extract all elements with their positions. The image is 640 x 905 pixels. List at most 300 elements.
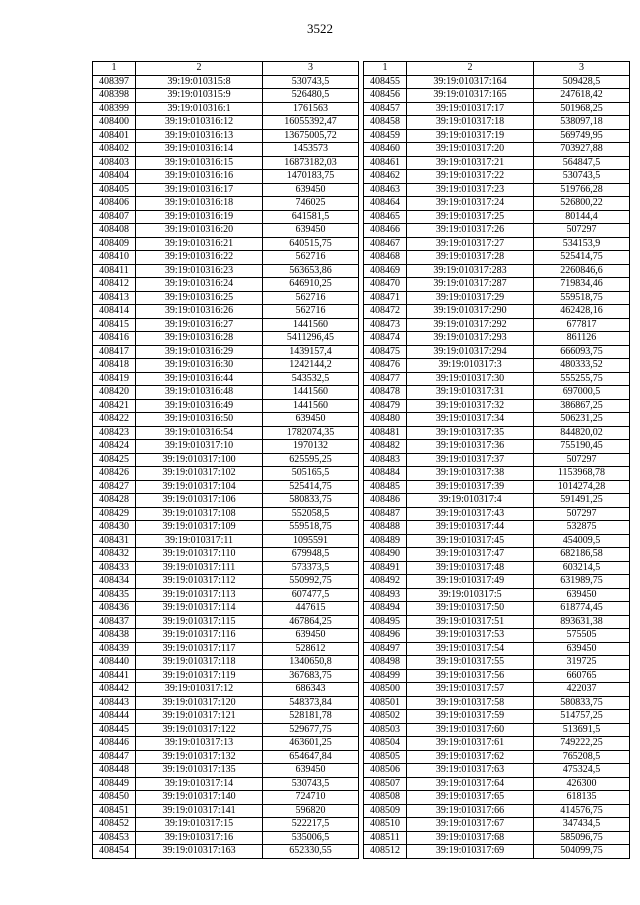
table-row: [364, 305, 630, 319]
table-row: [364, 170, 630, 184]
table-row: [364, 426, 630, 440]
table-row: [364, 804, 630, 818]
value-cell: 525414,75: [534, 251, 630, 265]
cadastral-number-cell: 39:19:010316:50: [136, 413, 263, 427]
cadastral-number-cell: 39:19:010317:163: [136, 845, 263, 859]
record-number-cell: 408397: [93, 75, 136, 89]
cadastral-number-cell: 39:19:010317:26: [407, 224, 534, 238]
value-cell: 507297: [534, 453, 630, 467]
record-number-cell: 408463: [364, 183, 407, 197]
value-cell: 530743,5: [263, 75, 359, 89]
cadastral-number-cell: 39:19:010317:110: [136, 548, 263, 562]
value-cell: 677817: [534, 318, 630, 332]
cadastral-number-cell: 39:19:010317:53: [407, 629, 534, 643]
record-number-cell: 408422: [93, 413, 136, 427]
record-number-cell: 408454: [93, 845, 136, 859]
table-row: [93, 210, 359, 224]
cadastral-number-cell: 39:19:010317:287: [407, 278, 534, 292]
value-cell: 844820,02: [534, 426, 630, 440]
record-number-cell: 408456: [364, 89, 407, 103]
record-number-cell: 408435: [93, 588, 136, 602]
table-row: [93, 548, 359, 562]
table-row: [93, 777, 359, 791]
value-cell: 1439157,4: [263, 345, 359, 359]
value-cell: 660765: [534, 669, 630, 683]
value-cell: 641581,5: [263, 210, 359, 224]
cadastral-number-cell: 39:19:010317:68: [407, 831, 534, 845]
header-row: [364, 62, 630, 76]
value-cell: 603214,5: [534, 561, 630, 575]
record-number-cell: 408476: [364, 359, 407, 373]
value-cell: 526800,22: [534, 197, 630, 211]
cadastral-number-cell: 39:19:010317:39: [407, 480, 534, 494]
record-number-cell: 408413: [93, 291, 136, 305]
record-number-cell: 408494: [364, 602, 407, 616]
value-cell: 765208,5: [534, 750, 630, 764]
value-cell: 513691,5: [534, 723, 630, 737]
record-number-cell: 408478: [364, 386, 407, 400]
cadastral-number-cell: 39:19:010317:283: [407, 264, 534, 278]
cadastral-number-cell: 39:19:010317:140: [136, 791, 263, 805]
value-cell: 414576,75: [534, 804, 630, 818]
record-number-cell: 408496: [364, 629, 407, 643]
table-row: [93, 291, 359, 305]
cadastral-number-cell: 39:19:010317:120: [136, 696, 263, 710]
table-row: [93, 318, 359, 332]
table-row: [364, 507, 630, 521]
value-cell: 514757,25: [534, 710, 630, 724]
column-header: 2: [407, 62, 534, 76]
value-cell: 13675005,72: [263, 129, 359, 143]
cadastral-number-cell: 39:19:010316:13: [136, 129, 263, 143]
cadastral-number-cell: 39:19:010317:35: [407, 426, 534, 440]
record-number-cell: 408509: [364, 804, 407, 818]
record-number-cell: 408500: [364, 683, 407, 697]
cadastral-number-cell: 39:19:010317:132: [136, 750, 263, 764]
value-cell: 697000,5: [534, 386, 630, 400]
table-row: [93, 224, 359, 238]
record-number-cell: 408412: [93, 278, 136, 292]
record-number-cell: 408465: [364, 210, 407, 224]
cadastral-number-cell: 39:19:010317:12: [136, 683, 263, 697]
cadastral-number-cell: 39:19:010317:102: [136, 467, 263, 481]
record-number-cell: 408474: [364, 332, 407, 346]
record-number-cell: 408503: [364, 723, 407, 737]
column-header: 3: [263, 62, 359, 76]
cadastral-number-cell: 39:19:010316:16: [136, 170, 263, 184]
cadastral-number-cell: 39:19:010317:60: [407, 723, 534, 737]
record-number-cell: 408449: [93, 777, 136, 791]
table-row: [93, 656, 359, 670]
cadastral-number-cell: 39:19:010317:47: [407, 548, 534, 562]
table-row: [93, 413, 359, 427]
record-number-cell: 408512: [364, 845, 407, 859]
record-number-cell: 408499: [364, 669, 407, 683]
value-cell: 573373,5: [263, 561, 359, 575]
cadastral-number-cell: 39:19:010317:29: [407, 291, 534, 305]
value-cell: 1782074,35: [263, 426, 359, 440]
table-row: [93, 426, 359, 440]
cadastral-number-cell: 39:19:010315:8: [136, 75, 263, 89]
cadastral-number-cell: 39:19:010317:61: [407, 737, 534, 751]
cadastral-number-cell: 39:19:010317:48: [407, 561, 534, 575]
value-cell: 501968,25: [534, 102, 630, 116]
table-row: [364, 156, 630, 170]
value-cell: 467864,25: [263, 615, 359, 629]
cadastral-number-cell: 39:19:010317:57: [407, 683, 534, 697]
table-row: [364, 534, 630, 548]
record-number-cell: 408469: [364, 264, 407, 278]
cadastral-number-cell: 39:19:010317:14: [136, 777, 263, 791]
value-cell: 507297: [534, 224, 630, 238]
record-number-cell: 408487: [364, 507, 407, 521]
table-row: [364, 278, 630, 292]
value-cell: 426300: [534, 777, 630, 791]
record-number-cell: 408444: [93, 710, 136, 724]
table-row: [364, 75, 630, 89]
value-cell: 529677,75: [263, 723, 359, 737]
value-cell: 755190,45: [534, 440, 630, 454]
cadastral-number-cell: 39:19:010316:44: [136, 372, 263, 386]
record-number-cell: 408419: [93, 372, 136, 386]
table-row: [93, 831, 359, 845]
table-row: [93, 642, 359, 656]
value-cell: 1970132: [263, 440, 359, 454]
cadastral-number-cell: 39:19:010317:15: [136, 818, 263, 832]
cadastral-number-cell: 39:19:010317:18: [407, 116, 534, 130]
value-cell: 1014274,28: [534, 480, 630, 494]
cadastral-number-cell: 39:19:010317:28: [407, 251, 534, 265]
table-row: [364, 602, 630, 616]
table-row: [93, 750, 359, 764]
record-number-cell: 408488: [364, 521, 407, 535]
record-number-cell: 408414: [93, 305, 136, 319]
left-table: [92, 61, 359, 859]
cadastral-number-cell: 39:19:010317:20: [407, 143, 534, 157]
value-cell: 555255,75: [534, 372, 630, 386]
cadastral-number-cell: 39:19:010317:112: [136, 575, 263, 589]
record-number-cell: 408453: [93, 831, 136, 845]
value-cell: 505165,5: [263, 467, 359, 481]
cadastral-number-cell: 39:19:010316:23: [136, 264, 263, 278]
table-row: [93, 305, 359, 319]
cadastral-number-cell: 39:19:010317:45: [407, 534, 534, 548]
cadastral-number-cell: 39:19:010317:19: [407, 129, 534, 143]
record-number-cell: 408504: [364, 737, 407, 751]
record-number-cell: 408468: [364, 251, 407, 265]
record-number-cell: 408475: [364, 345, 407, 359]
record-number-cell: 408440: [93, 656, 136, 670]
table-row: [364, 629, 630, 643]
value-cell: 550992,75: [263, 575, 359, 589]
record-number-cell: 408398: [93, 89, 136, 103]
record-number-cell: 408407: [93, 210, 136, 224]
table-row: [93, 575, 359, 589]
record-number-cell: 408411: [93, 264, 136, 278]
value-cell: 682186,58: [534, 548, 630, 562]
record-number-cell: 408438: [93, 629, 136, 643]
record-number-cell: 408439: [93, 642, 136, 656]
record-number-cell: 408416: [93, 332, 136, 346]
value-cell: 534153,9: [534, 237, 630, 251]
value-cell: 639450: [263, 629, 359, 643]
value-cell: 562716: [263, 291, 359, 305]
cadastral-number-cell: 39:19:010317:294: [407, 345, 534, 359]
table-row: [364, 332, 630, 346]
record-number-cell: 408495: [364, 615, 407, 629]
cadastral-number-cell: 39:19:010316:29: [136, 345, 263, 359]
record-number-cell: 408448: [93, 764, 136, 778]
value-cell: 1470183,75: [263, 170, 359, 184]
record-number-cell: 408427: [93, 480, 136, 494]
table-row: [93, 710, 359, 724]
record-number-cell: 408424: [93, 440, 136, 454]
record-number-cell: 408455: [364, 75, 407, 89]
record-number-cell: 408433: [93, 561, 136, 575]
value-cell: 480333,52: [534, 359, 630, 373]
table-row: [364, 372, 630, 386]
cadastral-number-cell: 39:19:010317:115: [136, 615, 263, 629]
cadastral-number-cell: 39:19:010316:24: [136, 278, 263, 292]
cadastral-number-cell: 39:19:010317:50: [407, 602, 534, 616]
value-cell: 525414,75: [263, 480, 359, 494]
record-number-cell: 408410: [93, 251, 136, 265]
value-cell: 719834,46: [534, 278, 630, 292]
cadastral-number-cell: 39:19:010316:12: [136, 116, 263, 130]
value-cell: 652330,55: [263, 845, 359, 859]
record-number-cell: 408511: [364, 831, 407, 845]
value-cell: 506231,25: [534, 413, 630, 427]
value-cell: 749222,25: [534, 737, 630, 751]
right-table-body: [364, 75, 630, 858]
value-cell: 639450: [263, 764, 359, 778]
value-cell: 591491,25: [534, 494, 630, 508]
table-row: [93, 143, 359, 157]
table-row: [93, 737, 359, 751]
table-row: [93, 791, 359, 805]
record-number-cell: 408497: [364, 642, 407, 656]
cadastral-number-cell: 39:19:010316:49: [136, 399, 263, 413]
table-row: [364, 588, 630, 602]
cadastral-number-cell: 39:19:010317:292: [407, 318, 534, 332]
value-cell: 563653,86: [263, 264, 359, 278]
value-cell: 526480,5: [263, 89, 359, 103]
table-row: [364, 561, 630, 575]
record-number-cell: 408507: [364, 777, 407, 791]
table-row: [364, 359, 630, 373]
table-row: [93, 669, 359, 683]
value-cell: 1153968,78: [534, 467, 630, 481]
table-row: [93, 480, 359, 494]
record-number-cell: 408473: [364, 318, 407, 332]
value-cell: 1453573: [263, 143, 359, 157]
value-cell: 535006,5: [263, 831, 359, 845]
value-cell: 618774,45: [534, 602, 630, 616]
table-row: [364, 710, 630, 724]
table-row: [93, 494, 359, 508]
cadastral-number-cell: 39:19:010317:108: [136, 507, 263, 521]
value-cell: 618135: [534, 791, 630, 805]
value-cell: 724710: [263, 791, 359, 805]
record-number-cell: 408405: [93, 183, 136, 197]
table-row: [93, 102, 359, 116]
table-row: [364, 453, 630, 467]
cadastral-number-cell: 39:19:010317:106: [136, 494, 263, 508]
record-number-cell: 408415: [93, 318, 136, 332]
table-row: [364, 615, 630, 629]
table-row: [364, 102, 630, 116]
table-row: [364, 116, 630, 130]
table-row: [93, 629, 359, 643]
cadastral-number-cell: 39:19:010317:13: [136, 737, 263, 751]
cadastral-number-cell: 39:19:010316:1: [136, 102, 263, 116]
table-row: [364, 210, 630, 224]
table-row: [364, 399, 630, 413]
value-cell: 569749,95: [534, 129, 630, 143]
record-number-cell: 408450: [93, 791, 136, 805]
cadastral-number-cell: 39:19:010316:30: [136, 359, 263, 373]
cadastral-number-cell: 39:19:010316:22: [136, 251, 263, 265]
value-cell: 1340650,8: [263, 656, 359, 670]
table-row: [364, 669, 630, 683]
value-cell: 2260846,6: [534, 264, 630, 278]
table-row: [364, 521, 630, 535]
record-number-cell: 408457: [364, 102, 407, 116]
table-row: [93, 116, 359, 130]
table-row: [364, 224, 630, 238]
value-cell: 548373,84: [263, 696, 359, 710]
cadastral-number-cell: 39:19:010317:51: [407, 615, 534, 629]
cadastral-number-cell: 39:19:010316:26: [136, 305, 263, 319]
cadastral-number-cell: 39:19:010315:9: [136, 89, 263, 103]
cadastral-number-cell: 39:19:010317:116: [136, 629, 263, 643]
cadastral-number-cell: 39:19:010317:65: [407, 791, 534, 805]
cadastral-number-cell: 39:19:010317:141: [136, 804, 263, 818]
cadastral-number-cell: 39:19:010317:54: [407, 642, 534, 656]
value-cell: 1441560: [263, 386, 359, 400]
table-row: [364, 548, 630, 562]
table-row: [364, 777, 630, 791]
table-row: [364, 197, 630, 211]
value-cell: 80144,4: [534, 210, 630, 224]
record-number-cell: 408442: [93, 683, 136, 697]
value-cell: 463601,25: [263, 737, 359, 751]
cadastral-number-cell: 39:19:010317:5: [407, 588, 534, 602]
record-number-cell: 408462: [364, 170, 407, 184]
table-row: [93, 372, 359, 386]
record-number-cell: 408470: [364, 278, 407, 292]
record-number-cell: 408402: [93, 143, 136, 157]
table-row: [93, 129, 359, 143]
table-row: [93, 723, 359, 737]
table-row: [93, 386, 359, 400]
record-number-cell: 408492: [364, 575, 407, 589]
value-cell: 646910,25: [263, 278, 359, 292]
value-cell: 666093,75: [534, 345, 630, 359]
value-cell: 347434,5: [534, 818, 630, 832]
table-row: [364, 683, 630, 697]
record-number-cell: 408421: [93, 399, 136, 413]
value-cell: 16055392,47: [263, 116, 359, 130]
cadastral-number-cell: 39:19:010316:28: [136, 332, 263, 346]
cadastral-number-cell: 39:19:010316:27: [136, 318, 263, 332]
cadastral-number-cell: 39:19:010317:27: [407, 237, 534, 251]
cadastral-number-cell: 39:19:010317:67: [407, 818, 534, 832]
value-cell: 475324,5: [534, 764, 630, 778]
table-row: [93, 467, 359, 481]
cadastral-number-cell: 39:19:010317:37: [407, 453, 534, 467]
record-number-cell: 408479: [364, 399, 407, 413]
cadastral-number-cell: 39:19:010316:17: [136, 183, 263, 197]
cadastral-number-cell: 39:19:010317:55: [407, 656, 534, 670]
value-cell: 504099,75: [534, 845, 630, 859]
table-row: [93, 251, 359, 265]
record-number-cell: 408437: [93, 615, 136, 629]
cadastral-number-cell: 39:19:010317:24: [407, 197, 534, 211]
cadastral-number-cell: 39:19:010317:290: [407, 305, 534, 319]
record-number-cell: 408486: [364, 494, 407, 508]
cadastral-number-cell: 39:19:010317:63: [407, 764, 534, 778]
record-number-cell: 408461: [364, 156, 407, 170]
cadastral-number-cell: 39:19:010317:118: [136, 656, 263, 670]
cadastral-number-cell: 39:19:010317:56: [407, 669, 534, 683]
record-number-cell: 408426: [93, 467, 136, 481]
value-cell: 1242144,2: [263, 359, 359, 373]
record-number-cell: 408425: [93, 453, 136, 467]
cadastral-number-cell: 39:19:010317:109: [136, 521, 263, 535]
record-number-cell: 408418: [93, 359, 136, 373]
cadastral-number-cell: 39:19:010317:121: [136, 710, 263, 724]
table-row: [364, 494, 630, 508]
table-row: [364, 575, 630, 589]
table-row: [364, 237, 630, 251]
record-number-cell: 408445: [93, 723, 136, 737]
record-number-cell: 408441: [93, 669, 136, 683]
cadastral-number-cell: 39:19:010316:20: [136, 224, 263, 238]
record-number-cell: 408403: [93, 156, 136, 170]
cadastral-number-cell: 39:19:010317:69: [407, 845, 534, 859]
cadastral-number-cell: 39:19:010316:14: [136, 143, 263, 157]
table-row: [364, 480, 630, 494]
record-number-cell: 408451: [93, 804, 136, 818]
cadastral-number-cell: 39:19:010317:62: [407, 750, 534, 764]
cadastral-number-cell: 39:19:010317:43: [407, 507, 534, 521]
table-row: [364, 764, 630, 778]
value-cell: 530743,5: [534, 170, 630, 184]
table-row: [93, 345, 359, 359]
value-cell: 861126: [534, 332, 630, 346]
table-row: [364, 129, 630, 143]
record-number-cell: 408471: [364, 291, 407, 305]
value-cell: 16873182,03: [263, 156, 359, 170]
value-cell: 585096,75: [534, 831, 630, 845]
value-cell: 625595,25: [263, 453, 359, 467]
record-number-cell: 408490: [364, 548, 407, 562]
page-number: 3522: [307, 21, 333, 36]
value-cell: 509428,5: [534, 75, 630, 89]
table-row: [364, 696, 630, 710]
record-number-cell: 408447: [93, 750, 136, 764]
record-number-cell: 408505: [364, 750, 407, 764]
value-cell: 462428,16: [534, 305, 630, 319]
table-row: [93, 75, 359, 89]
record-number-cell: 408428: [93, 494, 136, 508]
table-row: [93, 183, 359, 197]
record-number-cell: 408467: [364, 237, 407, 251]
table-row: [364, 467, 630, 481]
record-number-cell: 408510: [364, 818, 407, 832]
table-row: [364, 750, 630, 764]
